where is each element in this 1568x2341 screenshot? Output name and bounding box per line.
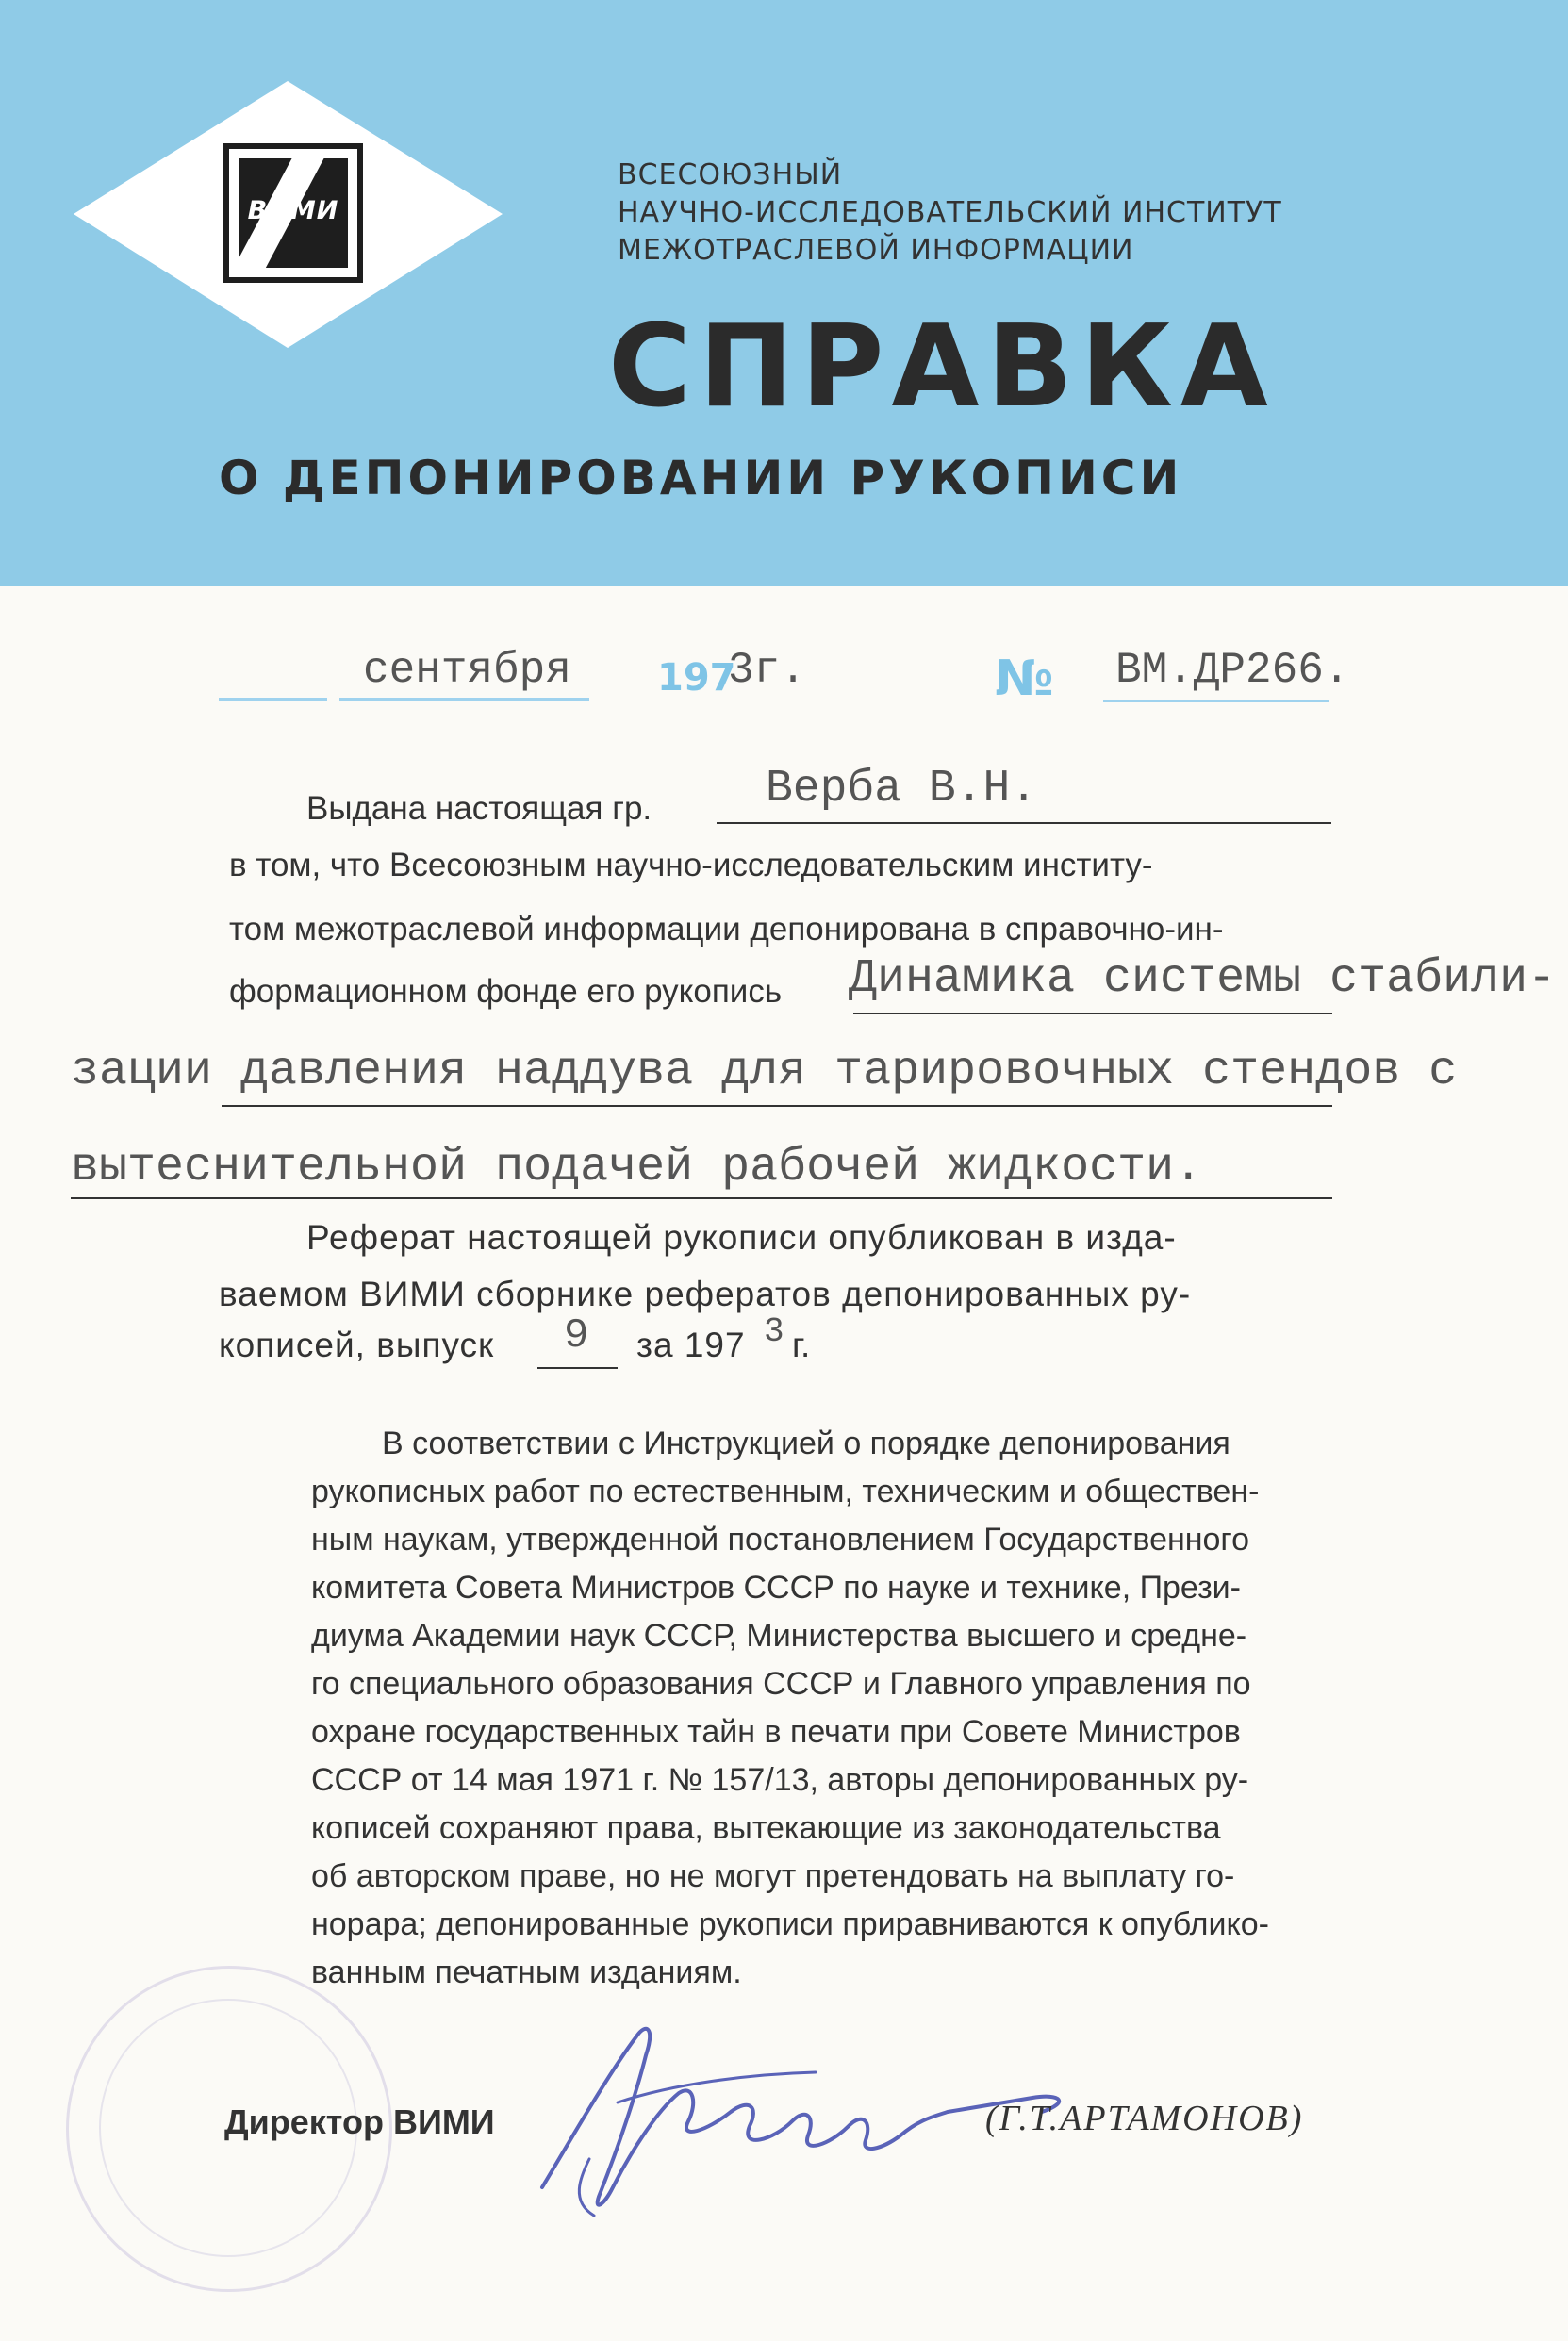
manuscript-field-line — [222, 1105, 1332, 1107]
manuscript-title-line-2b: давления наддува для тарировочных стендов с — [240, 1045, 1458, 1098]
issued-name: Верба В.Н. — [766, 764, 1038, 815]
vimi-logo — [223, 143, 363, 283]
year-printed: 197 — [657, 656, 736, 700]
abstract-line-2: ваемом ВИМИ сборнике рефератов депонированных ру- — [219, 1275, 1192, 1313]
manuscript-title-line-1: Динамика системы стабили- — [849, 952, 1557, 1006]
manuscript-field-line — [853, 1013, 1332, 1014]
page-title: СПРАВКА — [608, 302, 1276, 433]
instruction-line: об авторском праве, но не могут претендовать на выплату го- — [311, 1858, 1235, 1894]
year-typed: 3г. — [728, 646, 806, 695]
instruction-line: норара; депонированные рукописи приравниваются к опублико- — [311, 1906, 1269, 1942]
instruction-line: СССР от 14 мая 1971 г. № 157/13, авторы депонированных ру- — [311, 1762, 1249, 1798]
day-field-line — [219, 698, 327, 701]
page-subtitle: О ДЕПОНИРОВАНИИ РУКОПИСИ — [219, 451, 1183, 505]
issued-label: Выдана настоящая гр. — [306, 790, 652, 827]
instruction-line: кописей сохраняют права, вытекающие из законодательства — [311, 1810, 1221, 1846]
logo-text: ВИМИ — [247, 196, 339, 225]
institute-line-3: МЕЖОТРАСЛЕВОЙ ИНФОРМАЦИИ — [618, 234, 1134, 267]
signature-title: Директор ВИМИ — [224, 2102, 495, 2141]
instruction-line: комитета Совета Министров СССР по науке и технике, Прези- — [311, 1570, 1241, 1606]
number-field-line — [1103, 700, 1329, 702]
body-line: том межотраслевой информации депонирована в справочно-ин- — [229, 911, 1224, 948]
name-field-line — [717, 822, 1331, 824]
instruction-line: го специального образования СССР и Главного управления по — [311, 1666, 1251, 1702]
abstract-line-1: Реферат настоящей рукописи опубликован в изда- — [306, 1218, 1177, 1257]
body-line: в том, что Всесоюзным научно-исследовательским институ- — [229, 847, 1153, 883]
abstract-line-3-mid: за 197 — [636, 1326, 746, 1364]
abstract-year-digit: 3 — [764, 1312, 784, 1351]
month-field-line — [339, 698, 589, 701]
manuscript-title-line-2a: зации — [71, 1045, 213, 1098]
instruction-line: рукописных работ по естественным, техническим и обществен- — [311, 1474, 1260, 1509]
manuscript-title-line-3: вытеснительной подачей рабочей жидкости. — [71, 1141, 1203, 1195]
institute-line-1: ВСЕСОЮЗНЫЙ — [618, 158, 843, 191]
date-month: сентября — [363, 646, 571, 695]
body-line: формационном фонде его рукопись — [229, 973, 783, 1010]
instruction-line: охране государственных тайн в печати при Совете Министров — [311, 1714, 1241, 1750]
instruction-line: диума Академии наук СССР, Министерства высшего и средне- — [311, 1618, 1247, 1654]
institute-line-2: НАУЧНО-ИССЛЕДОВАТЕЛЬСКИЙ ИНСТИТУТ — [618, 196, 1282, 229]
abstract-line-3-suffix: г. — [792, 1326, 811, 1364]
number-label: № — [995, 651, 1054, 707]
abstract-issue: 9 — [564, 1312, 589, 1360]
manuscript-field-line — [71, 1197, 1332, 1199]
instruction-line: В соответствии с Инструкцией о порядке депонирования — [382, 1426, 1230, 1461]
abstract-line-3-prefix: кописей, выпуск — [219, 1326, 495, 1364]
issue-field-line — [537, 1367, 618, 1369]
signature-name: (Г.Т.АРТАМОНОВ) — [985, 2099, 1304, 2138]
instruction-line: ванным печатным изданиям. — [311, 1954, 742, 1990]
instruction-line: ным наукам, утвержденной постановлением Государственного — [311, 1522, 1249, 1558]
document-number: ВМ.ДР266. — [1115, 646, 1350, 695]
